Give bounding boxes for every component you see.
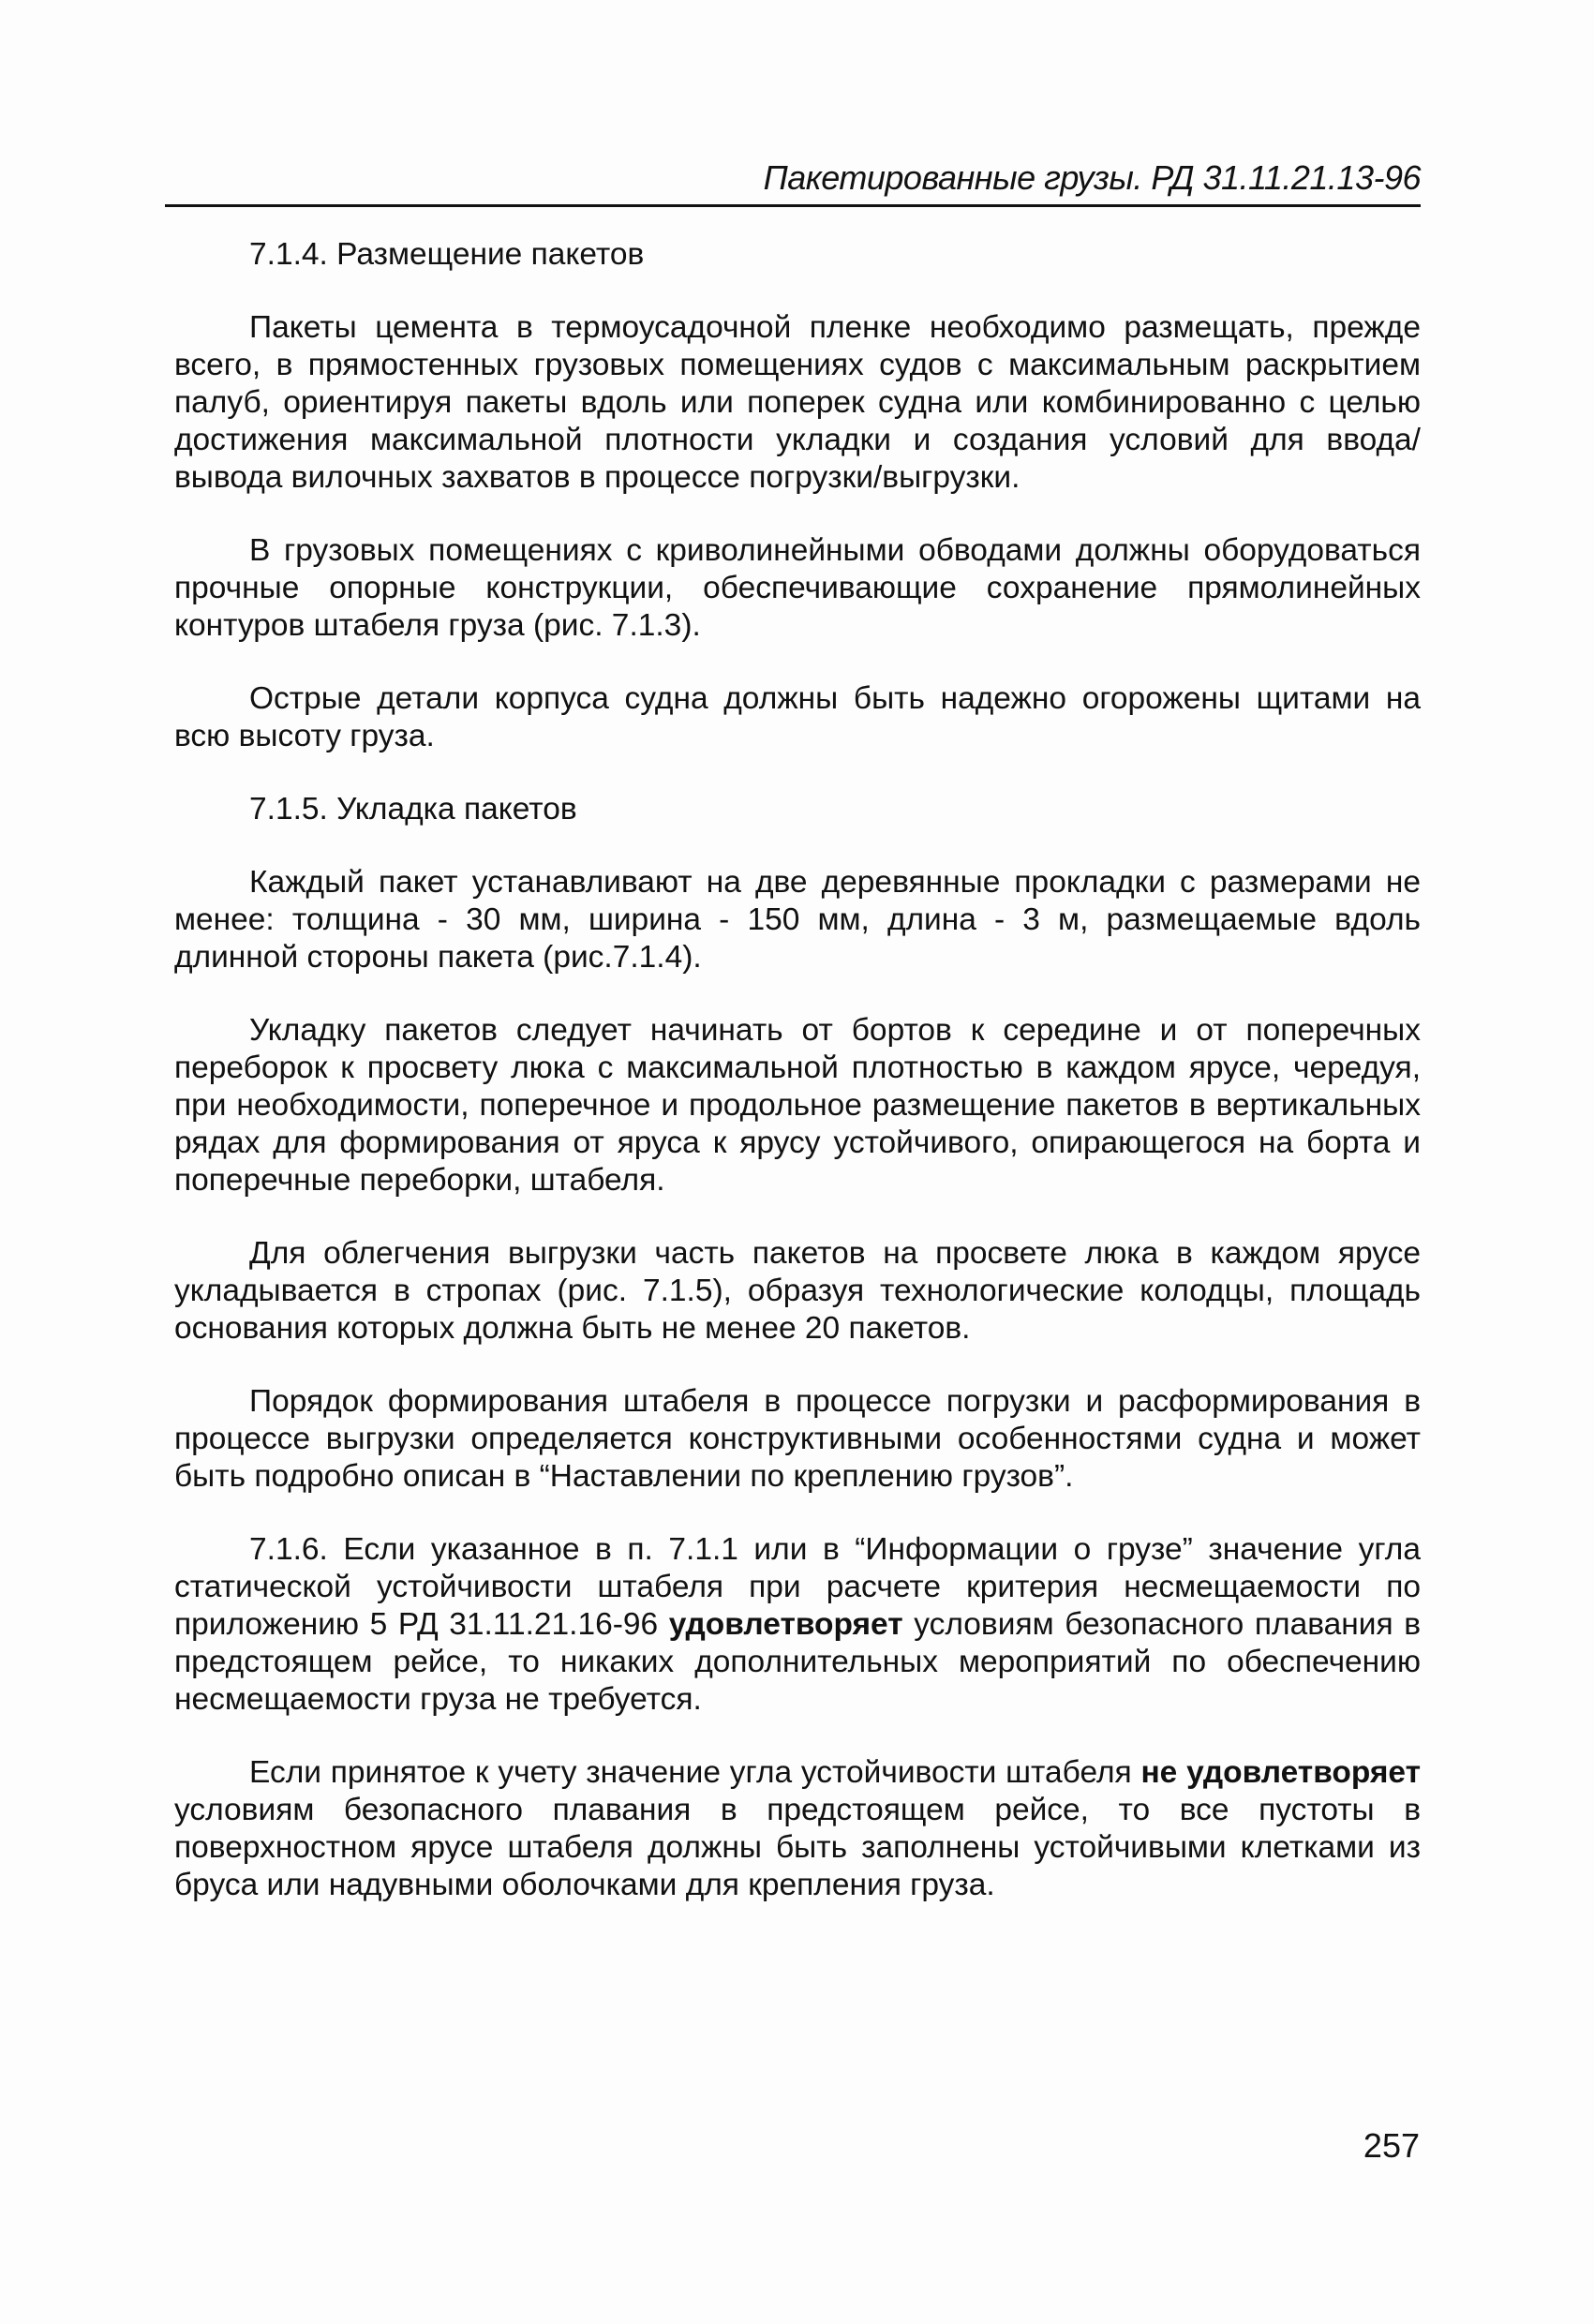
- paragraph-7-1-6-2-text-start: Если принятое к учету значение угла устойчивости штабеля: [249, 1755, 1132, 1790]
- paragraph-7-1-5-4: Порядок формирования штабеля в процессе погрузки и расформирования в процессе выгрузки определяется конструктивными особенностями судна и может быть подробно описан в “Наставлении по креплению грузов”.: [174, 1384, 1421, 1494]
- paragraph-7-1-6-1-text-end: условиям безопасного плавания в предстоящем рейсе, то никаких дополнительных мероприятий по обеспечению несмещаемости груза не требуется.: [174, 1607, 1421, 1717]
- emphasis-satisfies: удовлетворяет: [668, 1607, 903, 1642]
- paragraph-7-1-4-3: Острые детали корпуса судна должны быть надежно огорожены щитами на всю высоту груза.: [174, 681, 1421, 753]
- paragraph-7-1-5-3: Для облегчения выгрузки часть пакетов на просвете люка в каждом ярусе укладывается в стропах (рис. 7.1.5), образуя технологические колодцы, площадь основания которых должна быть не менее 20 пакетов.: [174, 1236, 1421, 1346]
- emphasis-not-satisfies: не удовлетворяет: [1140, 1755, 1421, 1790]
- paragraph-7-1-6-1-text-start: 7.1.6. Если указанное в п. 7.1.1 или в “Информации о грузе” значение угла статической устойчивости штабеля при расчете критерия несмещаемости по приложению 5 РД 31.11.21.16-96: [174, 1532, 1421, 1642]
- running-header: Пакетированные грузы. РД 31.11.21.13-96: [763, 158, 1421, 197]
- paragraph-7-1-6-1: [174, 1531, 1421, 1719]
- paragraph-7-1-6-2: [174, 1754, 1421, 1904]
- section-heading-7-1-4: 7.1.4. Размещение пакетов: [249, 237, 645, 272]
- header-rule: [165, 204, 1421, 207]
- paragraph-7-1-4-1: Пакеты цемента в термоусадочной пленке необходимо размещать, прежде всего, в прямостенных грузовых помещениях судов с максимальным раскрытием палуб, ориентируя пакеты вдоль или поперек судна или комбинированно с целью достижения максимальной плотности укладки и создания условий для ввода/вывода вилочных захватов в процессе погрузки/выгрузки.: [174, 310, 1421, 495]
- section-heading-7-1-5: 7.1.5. Укладка пакетов: [249, 792, 577, 827]
- page-number: 257: [1363, 2126, 1420, 2165]
- paragraph-7-1-5-2: Укладку пакетов следует начинать от бортов к середине и от поперечных переборок к просвету люка с максимальной плотностью в каждом ярусе, чередуя, при необходимости, поперечное и продольное размещение пакетов в вертикальных рядах для формирования от яруса к ярусу устойчивого, опирающегося на борта и поперечные переборки, штабеля.: [174, 1013, 1421, 1198]
- body-text: [174, 236, 1421, 1904]
- paragraph-7-1-4-2: В грузовых помещениях с криволинейными обводами должны оборудоваться прочные опорные конструкции, обеспечивающие сохранение прямолинейных контуров штабеля груза (рис. 7.1.3).: [174, 533, 1421, 643]
- paragraph-7-1-5-1: Каждый пакет устанавливают на две деревянные прокладки с размерами не менее: толщина - 30 мм, ширина - 150 мм, длина - 3 м, размещаемые вдоль длинной стороны пакета (рис.7.1.4).: [174, 865, 1421, 975]
- paragraph-7-1-6-2-text-end: условиям безопасного плавания в предстоящем рейсе, то все пустоты в поверхностном ярусе штабеля должны быть заполнены устойчивыми клетками из бруса или надувными оболочками для крепления груза.: [174, 1793, 1421, 1902]
